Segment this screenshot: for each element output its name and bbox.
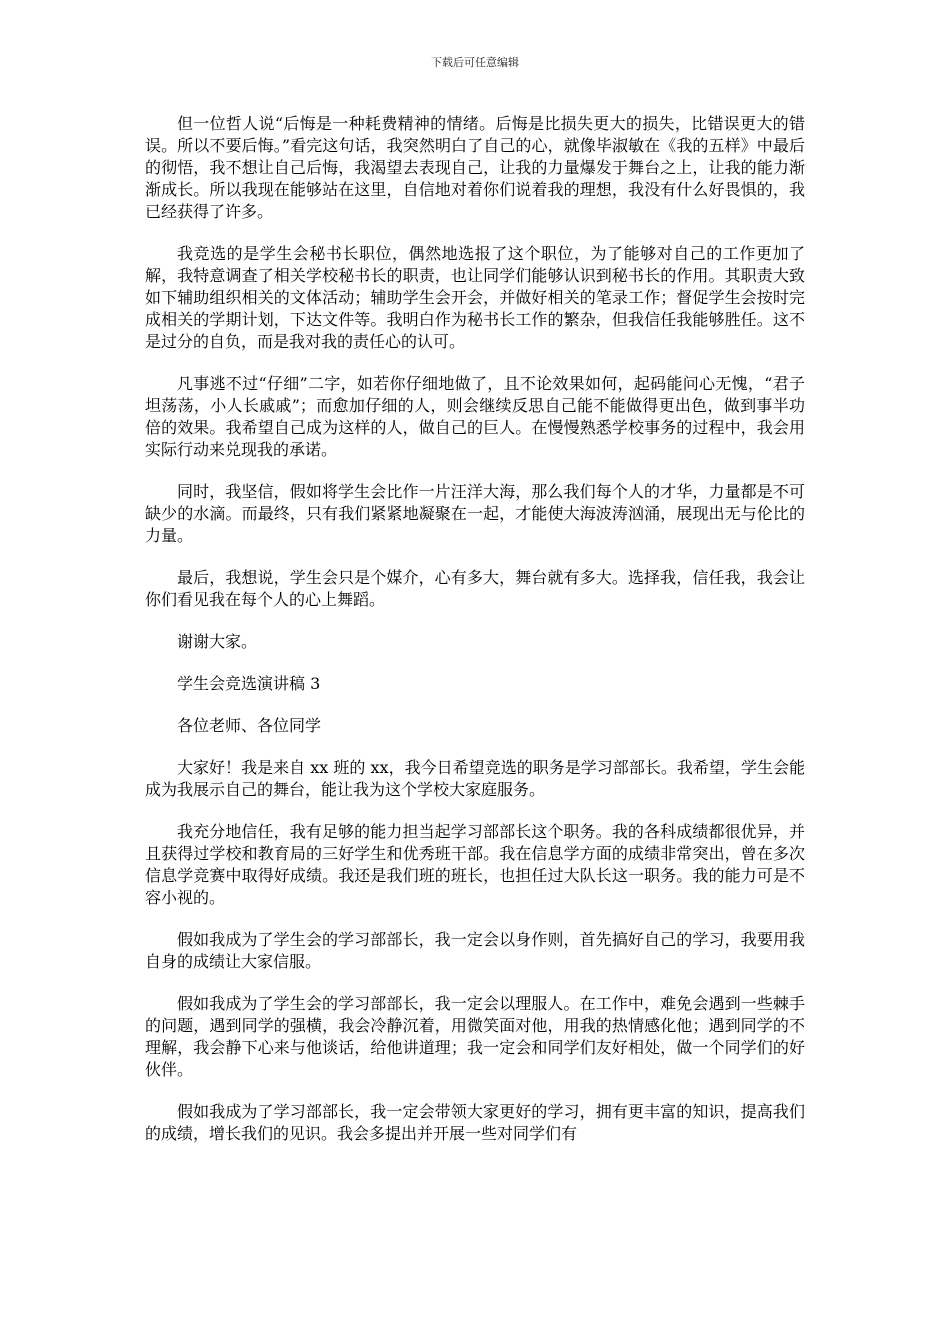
paragraph: 最后，我想说，学生会只是个媒介，心有多大，舞台就有多大。选择我，信任我，我会让你们看见我在每个人的心上舞蹈。 bbox=[145, 568, 805, 609]
paragraph: 大家好！我是来自 xx 班的 xx，我今日希望竞选的职务是学习部部长。我希望，学生会能成为我展示自己的舞台，能让我为这个学校大家庭服务。 bbox=[145, 758, 805, 799]
paragraph: 假如我成为了学习部部长，我一定会带领大家更好的学习，拥有更丰富的知识，提高我们的成绩，增长我们的见识。我会多提出并开展一些对同学们有 bbox=[145, 1102, 805, 1143]
salutation: 各位老师、各位同学 bbox=[177, 716, 322, 735]
paragraph: 同时，我坚信，假如将学生会比作一片汪洋大海，那么我们每个人的才华，力量都是不可缺少的水滴。而最终，只有我们紧紧地凝聚在一起，才能使大海波涛汹涌，展现出无与伦比的力量。 bbox=[145, 482, 805, 545]
closing-line: 谢谢大家。 bbox=[177, 632, 258, 651]
paragraph: 假如我成为了学生会的学习部部长，我一定会以理服人。在工作中，难免会遇到一些棘手的问题，遇到同学的强横，我会冷静沉着，用微笑面对他，用我的热情感化他；遇到同学的不理解，我会静下心来与他谈话，给他讲道理；我一定会和同学们友好相处，做一个同学们的好伙伴。 bbox=[145, 994, 805, 1079]
paragraph: 假如我成为了学生会的学习部部长，我一定会以身作则，首先搞好自己的学习，我要用我自身的成绩让大家信服。 bbox=[145, 930, 805, 971]
document-body bbox=[145, 113, 805, 1165]
paragraph: 我充分地信任，我有足够的能力担当起学习部部长这个职务。我的各科成绩都很优异，并且获得过学校和教育局的三好学生和优秀班干部。我在信息学方面的成绩非常突出，曾在多次信息学竞赛中取得好成绩。我还是我们班的班长，也担任过大队长这一职务。我的能力可是不容小视的。 bbox=[145, 822, 805, 907]
paragraph: 但一位哲人说“后悔是一种耗费精神的情绪。后悔是比损失更大的损失，比错误更大的错误。所以不要后悔。”看完这句话，我突然明白了自己的心，就像毕淑敏在《我的五样》中最后的彻悟，我不想让自己后悔，我渴望去表现自己，让我的力量爆发于舞台之上，让我的能力渐渐成长。所以我现在能够站在这里，自信地对着你们说着我的理想，我没有什么好畏惧的，我已经获得了许多。 bbox=[145, 114, 805, 221]
paragraph: 凡事逃不过“仔细”二字，如若你仔细地做了，且不论效果如何，起码能问心无愧，“君子坦荡荡，小人长戚戚”；而愈加仔细的人，则会继续反思自己能不能做得更出色，做到事半功倍的效果。我希望自己成为这样的人，做自己的巨人。在慢慢熟悉学校事务的过程中，我会用实际行动来兑现我的承诺。 bbox=[145, 374, 805, 459]
paragraph: 我竞选的是学生会秘书长职位，偶然地选报了这个职位，为了能够对自己的工作更加了解，我特意调查了相关学校秘书长的职责，也让同学们能够认识到秘书长的作用。其职责大致如下辅助组织相关的文体活动；辅助学生会开会，并做好相关的笔录工作；督促学生会按时完成相关的学期计划，下达文件等。我明白作为秘书长工作的繁杂，但我信任我能够胜任。这不是过分的自负，而是我对我的责任心的认可。 bbox=[145, 244, 805, 351]
page-header: 下载后可任意编辑 bbox=[431, 56, 519, 69]
section-title: 学生会竞选演讲稿 3 bbox=[177, 674, 321, 693]
